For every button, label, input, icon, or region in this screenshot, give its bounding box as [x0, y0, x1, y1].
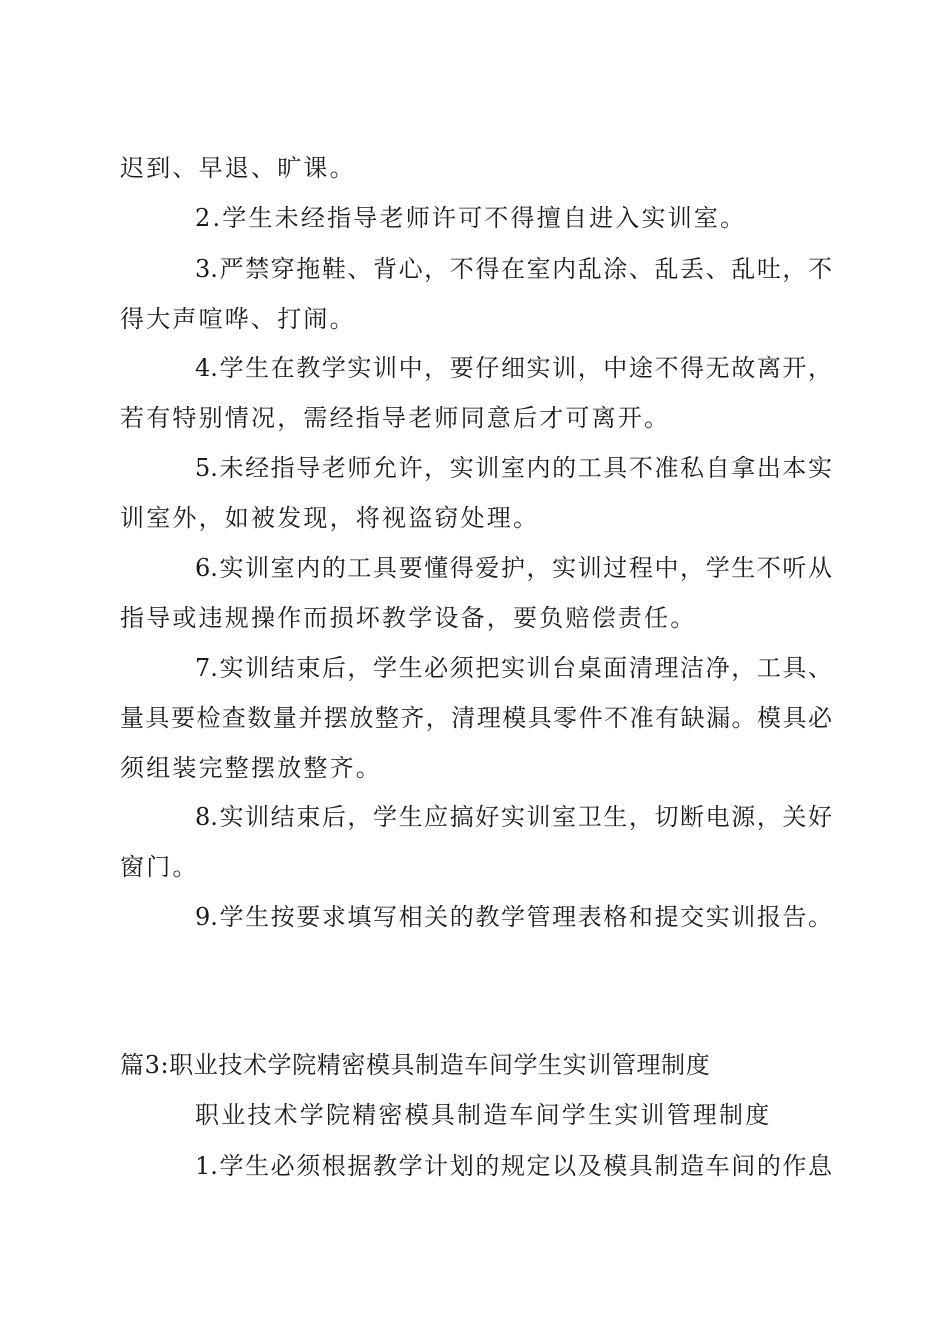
rule-item-6-line-1: 6.实训室内的工具要懂得爱护，实训过程中，学生不听从 — [195, 554, 832, 582]
rule-item-1-line-1: 1.学生必须根据教学计划的规定以及模具制造车间的作息 — [195, 1152, 832, 1180]
rule-item-9: 9.学生按要求填写相关的教学管理表格和提交实训报告。 — [195, 903, 832, 931]
rule-item-2: 2.学生未经指导老师许可不得擅自进入实训室。 — [195, 204, 747, 232]
document-title: 职业技术学院精密模具制造车间学生实训管理制度 — [195, 1101, 772, 1129]
rule-item-6-line-2: 指导或违规操作而损坏教学设备，要负赔偿责任。 — [120, 604, 697, 632]
rule-item-4-line-2: 若有特别情况，需经指导老师同意后才可离开。 — [120, 404, 671, 432]
rule-item-4-line-1: 4.学生在教学实训中，要仔细实训，中途不得无故离开， — [195, 354, 832, 382]
text-line-continuation: 迟到、早退、旷课。 — [120, 154, 356, 182]
rule-item-7-line-3: 须组装完整摆放整齐。 — [120, 754, 382, 782]
rule-item-5-line-1: 5.未经指导老师允许，实训室内的工具不准私自拿出本实 — [195, 454, 832, 482]
rule-item-3-line-1: 3.严禁穿拖鞋、背心，不得在室内乱涂、乱丢、乱吐，不 — [195, 255, 832, 283]
rule-item-5-line-2: 训室外，如被发现，将视盗窃处理。 — [120, 504, 540, 532]
rule-item-7-line-1: 7.实训结束后，学生必须把实训台桌面清理洁净，工具、 — [195, 654, 832, 682]
rule-item-8-line-1: 8.实训结束后，学生应搞好实训室卫生，切断电源，关好 — [195, 803, 832, 831]
rule-item-8-line-2: 窗门。 — [120, 853, 199, 881]
rule-item-3-line-2: 得大声喧哗、打闹。 — [120, 305, 356, 333]
rule-item-7-line-2: 量具要检查数量并摆放整齐，清理模具零件不准有缺漏。模具必 — [120, 704, 832, 732]
section-heading: 篇3:职业技术学院精密模具制造车间学生实训管理制度 — [120, 1051, 711, 1079]
